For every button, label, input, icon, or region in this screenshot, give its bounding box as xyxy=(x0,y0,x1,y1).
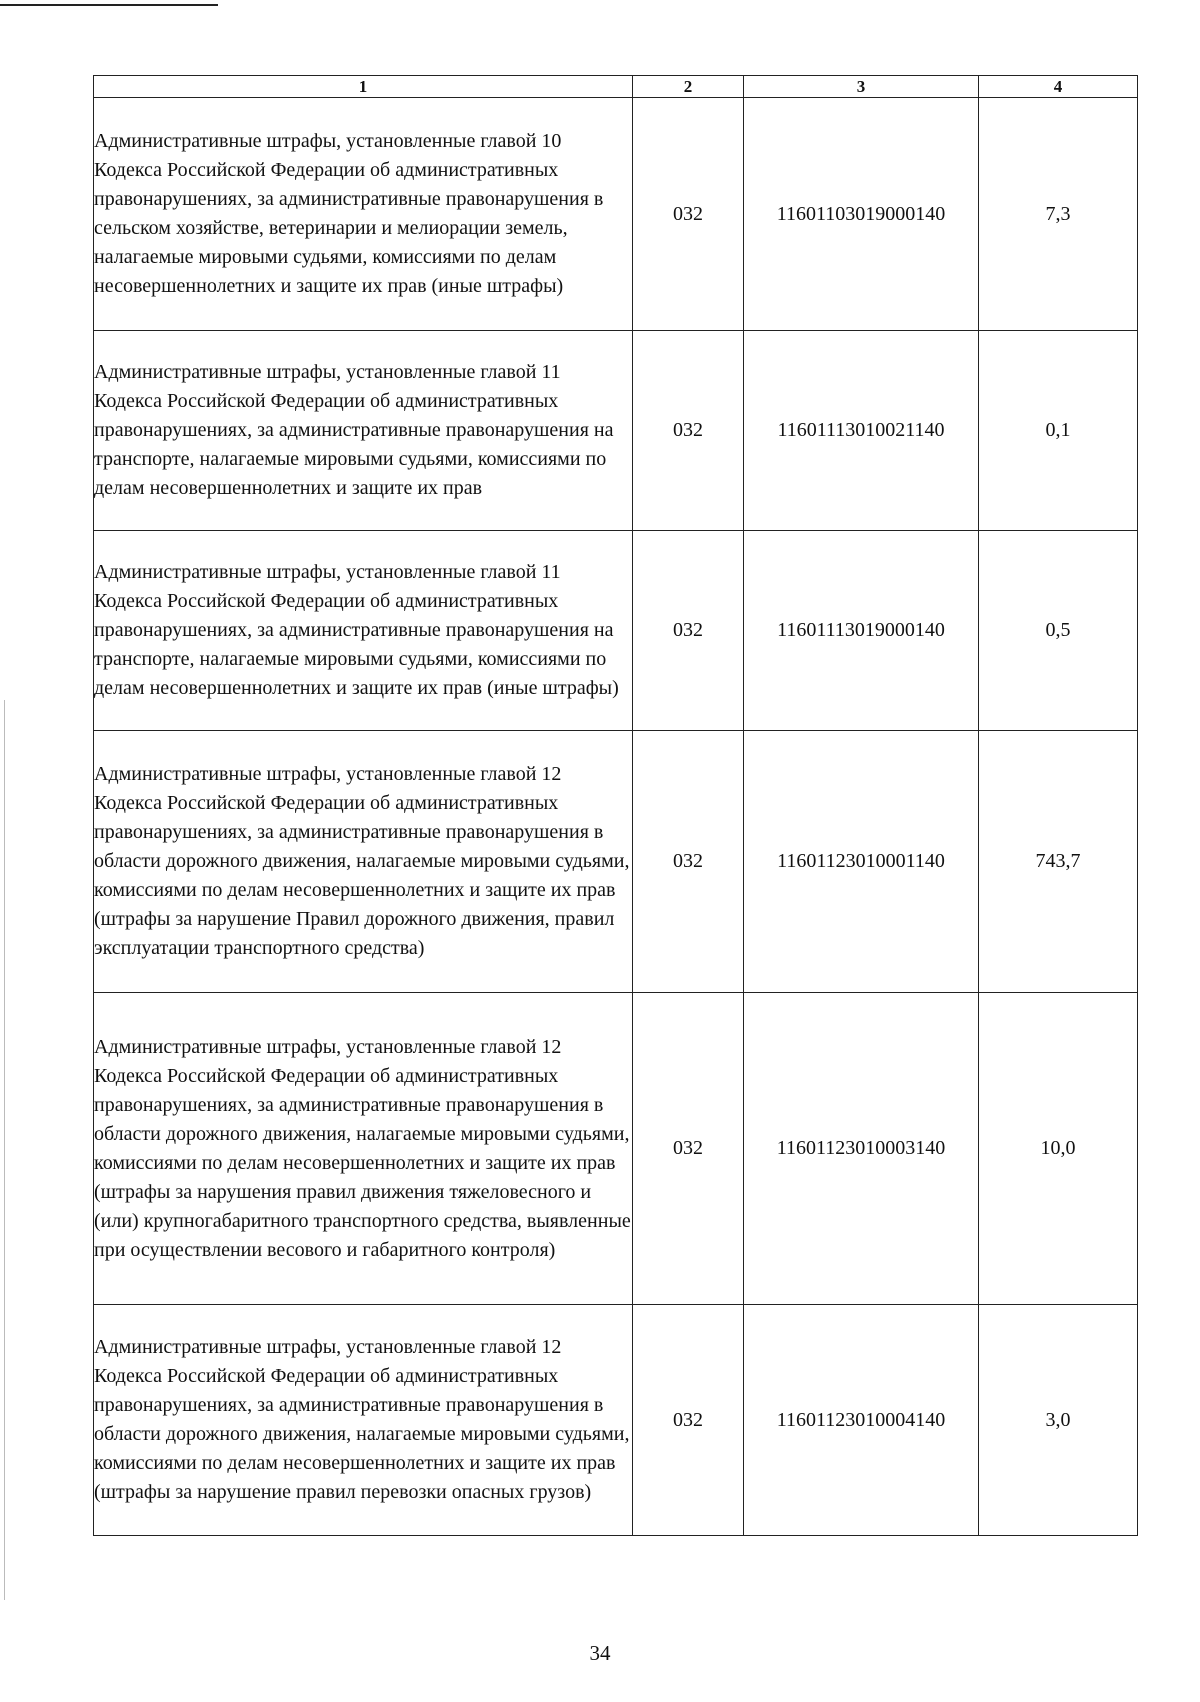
table-body xyxy=(94,98,1138,1536)
column-header-4: 4 xyxy=(979,76,1138,98)
row-budget-code: 11601123010003140 xyxy=(744,993,979,1305)
table-row xyxy=(94,98,1138,331)
row-admin-code: 032 xyxy=(633,993,744,1305)
row-admin-code: 032 xyxy=(633,331,744,531)
header-row xyxy=(94,76,1138,98)
column-header-3: 3 xyxy=(744,76,979,98)
row-amount: 7,3 xyxy=(979,98,1138,331)
row-admin-code: 032 xyxy=(633,98,744,331)
row-amount: 3,0 xyxy=(979,1305,1138,1536)
row-budget-code: 11601103019000140 xyxy=(744,98,979,331)
row-amount: 0,5 xyxy=(979,531,1138,731)
row-amount: 0,1 xyxy=(979,331,1138,531)
row-budget-code: 11601123010001140 xyxy=(744,731,979,993)
column-header-2: 2 xyxy=(633,76,744,98)
scan-artifact-edge xyxy=(4,700,5,1600)
row-admin-code: 032 xyxy=(633,531,744,731)
scan-artifact-line xyxy=(0,4,218,6)
table-header xyxy=(94,76,1138,98)
table-row xyxy=(94,531,1138,731)
row-description: Административные штрафы, установленные главой 12 Кодекса Российской Федерации об административных правонарушениях, за административные правонарушения в области дорожного движения, налагаемые мировыми судьями, комиссиями по делам несовершеннолетних и защите их прав (штрафы за нарушение правил перевозки опасных грузов) xyxy=(94,1305,633,1536)
row-amount: 743,7 xyxy=(979,731,1138,993)
row-amount: 10,0 xyxy=(979,993,1138,1305)
row-budget-code: 11601113010021140 xyxy=(744,331,979,531)
column-header-1: 1 xyxy=(94,76,633,98)
page-number: 34 xyxy=(589,1641,611,1665)
row-admin-code: 032 xyxy=(633,1305,744,1536)
table-row xyxy=(94,993,1138,1305)
row-description: Административные штрафы, установленные главой 12 Кодекса Российской Федерации об административных правонарушениях, за административные правонарушения в области дорожного движения, налагаемые мировыми судьями, комиссиями по делам несовершеннолетних и защите их прав (штрафы за нарушение Правил дорожного движения, правил эксплуатации транспортного средства) xyxy=(94,731,633,993)
row-description: Административные штрафы, установленные главой 10 Кодекса Российской Федерации об административных правонарушениях, за административные правонарушения в сельском хозяйстве, ветеринарии и мелиорации земель, налагаемые мировыми судьями, комиссиями по делам несовершеннолетних и защите их прав (иные штрафы) xyxy=(94,98,633,331)
row-admin-code: 032 xyxy=(633,731,744,993)
table-row xyxy=(94,1305,1138,1536)
row-description: Административные штрафы, установленные главой 11 Кодекса Российской Федерации об административных правонарушениях, за административные правонарушения на транспорте, налагаемые мировыми судьями, комиссиями по делам несовершеннолетних и защите их прав (иные штрафы) xyxy=(94,531,633,731)
fines-table xyxy=(93,75,1138,1536)
row-budget-code: 11601123010004140 xyxy=(744,1305,979,1536)
table-row xyxy=(94,731,1138,993)
row-description: Административные штрафы, установленные главой 12 Кодекса Российской Федерации об административных правонарушениях, за административные правонарушения в области дорожного движения, налагаемые мировыми судьями, комиссиями по делам несовершеннолетних и защите их прав (штрафы за нарушения правил движения тяжеловесного и (или) крупногабаритного транспортного средства, выявленные при осуществлении весового и габаритного контроля) xyxy=(94,993,633,1305)
row-budget-code: 11601113019000140 xyxy=(744,531,979,731)
row-description: Административные штрафы, установленные главой 11 Кодекса Российской Федерации об административных правонарушениях, за административные правонарушения на транспорте, налагаемые мировыми судьями, комиссиями по делам несовершеннолетних и защите их прав xyxy=(94,331,633,531)
table-row xyxy=(94,331,1138,531)
